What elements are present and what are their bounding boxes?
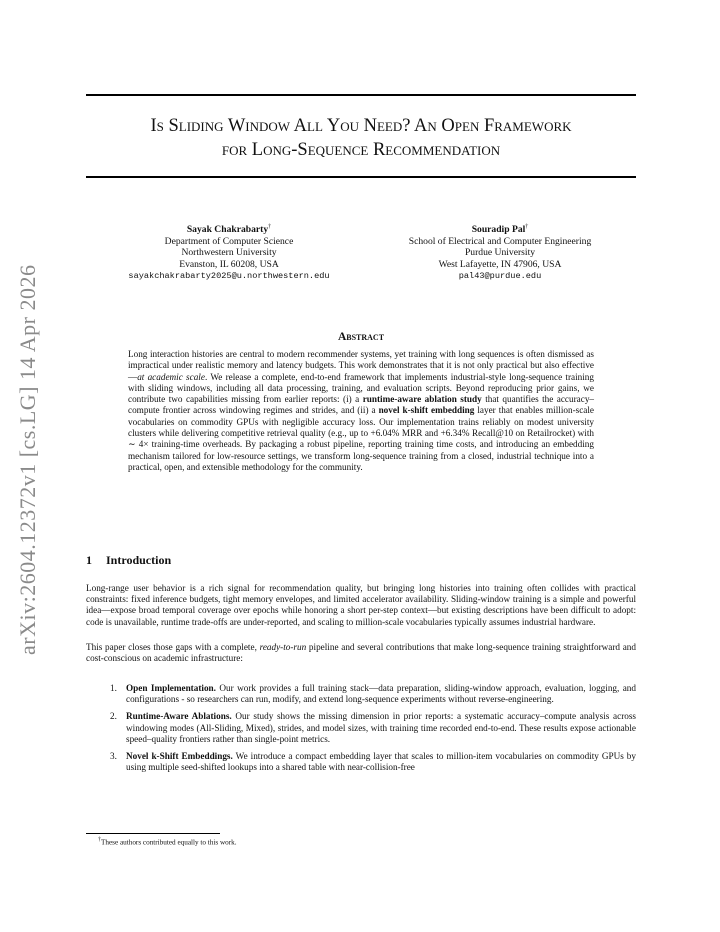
author-university: Northwestern University xyxy=(181,247,277,259)
author-mark: † xyxy=(525,224,529,230)
title-rule-bottom xyxy=(86,176,636,178)
abstract-heading: Abstract xyxy=(337,331,385,343)
author-email: pal43@purdue.edu xyxy=(458,270,542,281)
author-mark: † xyxy=(268,224,272,230)
footnote-rule xyxy=(86,833,220,834)
title-line-2: for Long-Sequence Recommendation xyxy=(221,140,501,160)
section-title: Introduction xyxy=(106,553,172,567)
author-university: Purdue University xyxy=(464,247,536,259)
title-line-1: Is Sliding Window All You Need? An Open Framework xyxy=(150,116,572,136)
list-item: 2. Runtime-Aware Ablations. Our study shows the missing dimension in prior reports: a systematic accuracy–compute analysis across windowing modes (All-Sliding, Mixed), strides, and model sizes, with training time recorded end-to-end. These results expose actionable speed–quality frontiers rather than single-point metrics. xyxy=(110,711,637,744)
intro-paragraph-2: This paper closes those gaps with a complete, ready-to-run pipeline and several contributions that make long-sequence training straightforward and cost-conscious on academic infrastructure: xyxy=(86,642,636,664)
author-address: West Lafayette, IN 47906, USA xyxy=(438,258,562,270)
abstract-body: Long interaction histories are central to modern recommender systems, yet training with long sequences is often dismissed as impractical under realistic memory and latency budgets. This work demonstrates that it is not only practical but also effective—at academic scale. We release a complete, end-to-end framework that implements industrial-style long-sequence training with sliding windows, including all data processing, training, and evaluation scripts. Beyond reproducing prior gains, we contribute two capabilities missing from earlier reports: (i) a runtime-aware ablation study that quantifies the accuracy–compute frontier across windowing regimes and strides, and (ii) a novel k-shift embedding layer that enables million-scale vocabularies on commodity GPUs with negligible accuracy loss. Our implementation trains reliably on modest university clusters while delivering competitive retrieval quality (e.g., up to +6.04% MRR and +6.34% Recall@10 on Retailrocket) with ∼ 4× training-time overheads. By packaging a robust pipeline, reporting training time costs, and introducing an embedding mechanism tailored for low-resource settings, we transform long-sequence training from a closed, industrial technique into a practical, open, and extensible methodology for the community. xyxy=(128,349,595,472)
author-name: Sayak Chakrabarty† xyxy=(186,224,272,236)
author-address: Evanston, IL 60208, USA xyxy=(179,258,279,270)
author-block-2 xyxy=(370,222,630,282)
section-heading-introduction xyxy=(86,553,171,568)
author-name: Souradip Pal† xyxy=(471,224,529,236)
section-number: 1 xyxy=(86,553,92,567)
paper-title xyxy=(86,114,636,162)
author-block-1 xyxy=(100,222,358,282)
list-item: 1. Open Implementation. Our work provides a full training stack—data preparation, sliding-window approach, evaluation, logging, and configurations - so researchers can run, modify, and extend long-sequence experiments without reverse-engineering. xyxy=(110,683,636,705)
contribution-list xyxy=(110,683,636,779)
author-department: School of Electrical and Computer Engineering xyxy=(408,235,592,247)
author-department: Department of Computer Science xyxy=(164,235,294,247)
title-rule-top xyxy=(86,94,636,96)
list-item: 3. Novel k-Shift Embeddings. We introduce a compact embedding layer that scales to million-item vocabularies on commodity GPUs by using multiple seed-shifted lookups into a shared table with near-collision-free xyxy=(110,751,636,773)
footnote: †These authors contributed equally to this work. xyxy=(98,837,237,847)
author-email: sayakchakrabarty2025@u.northwestern.edu xyxy=(128,270,330,281)
intro-paragraph-1: Long-range user behavior is a rich signal for recommendation quality, but bringing long histories into training often collides with practical constraints: fixed inference budgets, tight memory envelopes, and limited accelerator availability. Sliding-window training is a simple and powerful idea—expose broad temporal coverage over epochs while honoring a short per-step context—but existing descriptions have been difficult to adopt: code is unavailable, runtime trade-offs are under-reported, and scaling to million-scale vocabularies typically assumes industrial hardware. xyxy=(86,583,636,627)
footnote-mark: † xyxy=(98,837,101,843)
arxiv-identifier-stamp: arXiv:2604.12372v1 [cs.LG] 14 Apr 2026 xyxy=(15,264,40,656)
